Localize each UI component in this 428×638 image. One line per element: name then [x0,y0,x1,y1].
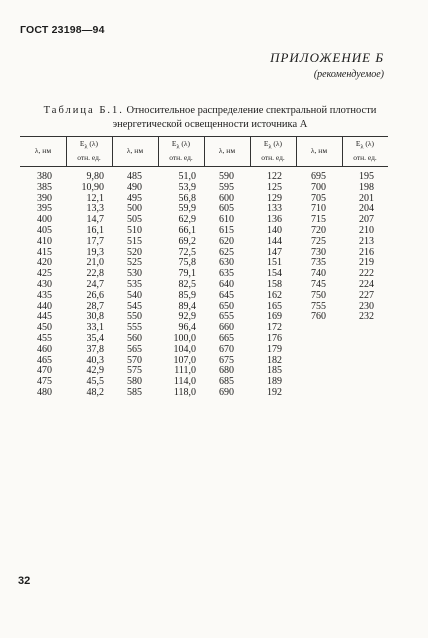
wavelength-value: 600 [219,192,234,204]
page-number: 32 [18,575,31,587]
irradiance-value: 182 [267,354,282,366]
wavelength-value: 400 [37,214,52,226]
irradiance-value: 37,8 [86,343,104,355]
wavelength-value: 445 [37,311,52,323]
irradiance-value: 107,0 [173,354,196,366]
wavelength-value: 475 [37,376,52,388]
irradiance-value: 210 [359,224,374,236]
wavelength-value: 395 [37,203,52,215]
header-wavelength [296,136,342,166]
irradiance-value: 96,4 [178,322,196,334]
caption-line-2: энергетической освещенности источника А [112,119,308,130]
irradiance-value: 66,1 [178,224,196,236]
wavelength-value: 495 [127,192,142,204]
wavelength-value: 610 [219,214,234,226]
header-irradiance-unit: отн. ед. [353,152,377,162]
irradiance-value: 30,8 [86,311,104,323]
standard-header: ГОСТ 23198—94 [20,24,105,36]
irradiance-value: 42,9 [86,365,104,377]
header-irradiance-unit: отн. ед. [261,152,285,162]
irradiance-value: 179 [267,343,282,355]
header-e: E [171,139,177,149]
wavelength-value: 525 [127,257,142,269]
irradiance-value: 162 [267,289,282,301]
header-wavelength-label: λ, нм [218,146,236,155]
irradiance-value: 100,0 [173,332,196,344]
wavelength-value: 430 [37,278,52,290]
wavelength-value: 435 [37,289,52,301]
table-header-rule [20,166,388,167]
wavelength-value: 510 [127,224,142,236]
irradiance-value: 169 [267,311,282,323]
irradiance-value: 13,3 [86,203,104,215]
wavelength-value: 410 [37,235,52,247]
irradiance-value: 33,1 [86,322,104,334]
header-wavelength [204,136,250,166]
irradiance-value: 201 [359,192,374,204]
header-e-arg: (λ) [365,139,375,149]
wavelength-value: 720 [311,224,326,236]
irradiance-value: 219 [359,257,374,269]
wavelength-value: 415 [37,246,52,258]
appendix-title: ПРИЛОЖЕНИЕ Б [270,50,384,65]
wavelength-column [20,172,52,399]
wavelength-column [296,172,326,323]
wavelength-column [204,172,234,399]
irradiance-value: 111,0 [174,365,196,377]
irradiance-value: 176 [267,332,282,344]
irradiance-value: 144 [267,235,282,247]
wavelength-value: 715 [311,214,326,226]
table-caption [40,104,380,132]
wavelength-value: 550 [127,311,142,323]
irradiance-value: 9,80 [86,171,104,182]
irradiance-value: 72,5 [178,246,196,258]
header-e: E [263,139,269,149]
irradiance-value: 154 [267,268,282,280]
header-irradiance [66,136,112,166]
wavelength-value: 625 [219,246,234,258]
irradiance-value: 129 [267,192,282,204]
wavelength-value: 690 [219,386,234,398]
irradiance-value: 45,5 [86,376,104,388]
wavelength-value: 405 [37,224,52,236]
irradiance-value: 216 [359,246,374,258]
irradiance-value: 207 [359,214,374,226]
irradiance-value: 14,7 [86,214,104,226]
irradiance-value: 151 [267,257,282,269]
wavelength-value: 425 [37,268,52,280]
caption-line-1: Относительное распределение спектральной плотности [126,105,377,116]
irradiance-column [66,172,104,399]
irradiance-value: 59,9 [178,203,196,215]
wavelength-value: 570 [127,354,142,366]
irradiance-value: 224 [359,278,374,290]
header-e-arg: (λ) [273,139,283,149]
header-irradiance [158,136,204,166]
wavelength-value: 650 [219,300,234,312]
header-e-sub: λ [176,143,180,151]
wavelength-value: 560 [127,332,142,344]
wavelength-value: 500 [127,203,142,215]
wavelength-value: 710 [311,203,326,215]
wavelength-value: 505 [127,214,142,226]
header-e: E [355,139,361,149]
irradiance-value: 22,8 [86,268,104,280]
wavelength-value: 730 [311,246,326,258]
wavelength-value: 540 [127,289,142,301]
irradiance-value: 40,3 [86,354,104,366]
irradiance-value: 213 [359,235,374,247]
irradiance-value: 28,7 [86,300,104,312]
irradiance-value: 16,1 [86,224,104,236]
irradiance-value: 198 [359,181,374,193]
irradiance-value: 56,8 [178,192,196,204]
irradiance-value: 85,9 [178,289,196,301]
irradiance-value: 158 [267,278,282,290]
wavelength-value: 580 [127,376,142,388]
irradiance-column [158,172,196,399]
irradiance-value: 185 [267,365,282,377]
irradiance-value: 232 [359,311,374,323]
irradiance-value: 35,4 [86,332,104,344]
irradiance-value: 136 [267,214,282,226]
wavelength-value: 460 [37,343,52,355]
header-wavelength [112,136,158,166]
irradiance-value: 189 [267,376,282,388]
irradiance-value: 227 [359,289,374,301]
irradiance-value: 122 [267,171,282,182]
wavelength-column [112,172,142,399]
irradiance-value: 51,0 [178,171,196,182]
header-wavelength [20,136,66,166]
irradiance-value: 114,0 [173,376,196,388]
wavelength-value: 590 [219,171,234,182]
irradiance-value: 192 [267,386,282,398]
wavelength-value: 695 [311,171,326,182]
wavelength-value: 535 [127,278,142,290]
wavelength-value: 670 [219,343,234,355]
wavelength-value: 380 [37,171,52,182]
wavelength-value: 565 [127,343,142,355]
header-irradiance-symbol [80,139,98,153]
irradiance-value: 53,9 [178,181,196,193]
wavelength-value: 635 [219,268,234,280]
wavelength-value: 630 [219,257,234,269]
irradiance-value: 75,8 [178,257,196,269]
irradiance-value: 204 [359,203,374,215]
wavelength-value: 530 [127,268,142,280]
irradiance-value: 12,1 [86,192,104,204]
wavelength-value: 605 [219,203,234,215]
wavelength-value: 520 [127,246,142,258]
irradiance-value: 140 [267,224,282,236]
irradiance-value: 17,7 [86,235,104,247]
irradiance-value: 10,90 [81,181,104,193]
irradiance-column [250,172,282,399]
header-wavelength-label: λ, нм [126,146,144,155]
wavelength-value: 740 [311,268,326,280]
wavelength-value: 700 [311,181,326,193]
irradiance-value: 24,7 [86,278,104,290]
irradiance-value: 69,2 [178,235,196,247]
wavelength-value: 665 [219,332,234,344]
wavelength-value: 455 [37,332,52,344]
wavelength-value: 750 [311,289,326,301]
irradiance-value: 172 [267,322,282,334]
wavelength-value: 615 [219,224,234,236]
irradiance-value: 21,0 [86,257,104,269]
wavelength-value: 675 [219,354,234,366]
wavelength-value: 490 [127,181,142,193]
header-wavelength-label: λ, нм [34,146,52,155]
irradiance-value: 165 [267,300,282,312]
irradiance-value: 125 [267,181,282,193]
wavelength-value: 640 [219,278,234,290]
wavelength-value: 585 [127,386,142,398]
wavelength-value: 595 [219,181,234,193]
irradiance-value: 62,9 [178,214,196,226]
irradiance-value: 133 [267,203,282,215]
wavelength-value: 515 [127,235,142,247]
wavelength-value: 725 [311,235,326,247]
wavelength-value: 465 [37,354,52,366]
irradiance-column [342,172,374,323]
header-e-sub: λ [268,143,272,151]
header-e-sub: λ [84,143,88,151]
header-irradiance-symbol [264,139,282,153]
header-e: E [79,139,85,149]
wavelength-value: 745 [311,278,326,290]
header-irradiance-symbol [356,139,374,153]
header-wavelength-label: λ, нм [310,146,328,155]
wavelength-value: 685 [219,376,234,388]
irradiance-value: 230 [359,300,374,312]
wavelength-value: 705 [311,192,326,204]
header-e-arg: (λ) [89,139,99,149]
table-label: Таблица Б.1. [43,105,124,116]
irradiance-value: 26,6 [86,289,104,301]
header-e-arg: (λ) [181,139,191,149]
wavelength-value: 420 [37,257,52,269]
header-irradiance-unit: отн. ед. [77,152,101,162]
appendix-subtitle: (рекомендуемое) [313,69,384,80]
header-irradiance-unit: отн. ед. [169,152,193,162]
irradiance-value: 19,3 [86,246,104,258]
wavelength-value: 385 [37,181,52,193]
irradiance-value: 195 [359,171,374,182]
header-irradiance-symbol [172,139,190,153]
wavelength-value: 555 [127,322,142,334]
header-irradiance [250,136,296,166]
irradiance-value: 79,1 [178,268,196,280]
wavelength-value: 645 [219,289,234,301]
irradiance-value: 118,0 [173,386,196,398]
wavelength-value: 655 [219,311,234,323]
wavelength-value: 620 [219,235,234,247]
wavelength-value: 545 [127,300,142,312]
wavelength-value: 390 [37,192,52,204]
wavelength-value: 450 [37,322,52,334]
wavelength-value: 440 [37,300,52,312]
header-e-sub: λ [360,143,364,151]
irradiance-value: 92,9 [178,311,196,323]
wavelength-value: 680 [219,365,234,377]
header-irradiance [342,136,388,166]
spectral-table [20,136,388,398]
wavelength-value: 485 [127,171,142,182]
wavelength-value: 660 [219,322,234,334]
wavelength-value: 470 [37,365,52,377]
irradiance-value: 89,4 [178,300,196,312]
irradiance-value: 82,5 [178,278,196,290]
wavelength-value: 735 [311,257,326,269]
wavelength-value: 480 [37,386,52,398]
wavelength-value: 760 [311,311,326,323]
wavelength-value: 755 [311,300,326,312]
irradiance-value: 147 [267,246,282,258]
wavelength-value: 575 [127,365,142,377]
irradiance-value: 104,0 [173,343,196,355]
irradiance-value: 48,2 [86,386,104,398]
irradiance-value: 222 [359,268,374,280]
